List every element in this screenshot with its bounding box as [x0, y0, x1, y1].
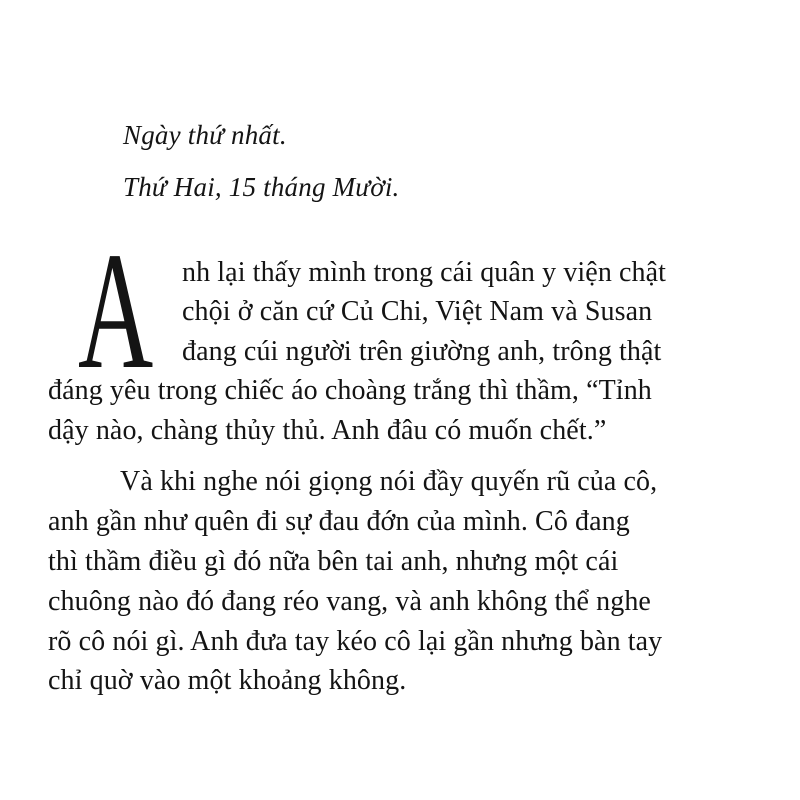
paragraph-line: chuông nào đó đang réo vang, và anh không thể nghe [48, 586, 651, 617]
paragraph-line: nh lại thấy mình trong cái quân y viện chật [182, 257, 667, 288]
chapter-date-heading: Thứ Hai, 15 tháng Mười. [123, 172, 400, 202]
paragraph-line: chội ở căn cứ Củ Chi, Việt Nam và Susan [182, 296, 653, 327]
chapter-day-heading: Ngày thứ nhất. [123, 120, 287, 150]
paragraph-line: chỉ quờ vào một khoảng không. [48, 665, 407, 696]
paragraph-line: anh gần như quên đi sự đau đớn của mình. Cô đang [48, 506, 630, 537]
paragraph-line: đang cúi người trên giường anh, trông thật [182, 336, 662, 367]
paragraph-line: thì thầm điều gì đó nữa bên tai anh, nhưng một cái [48, 546, 619, 577]
paragraph-line: đáng yêu trong chiếc áo choàng trắng thì thầm, “Tỉnh [48, 375, 652, 406]
drop-cap: A [78, 218, 152, 404]
paragraph-line: dậy nào, chàng thủy thủ. Anh đâu có muốn chết.” [48, 415, 607, 446]
paragraph-line: rõ cô nói gì. Anh đưa tay kéo cô lại gần nhưng bàn tay [48, 626, 663, 657]
paragraph-line: Và khi nghe nói giọng nói đầy quyến rũ của cô, [120, 466, 658, 497]
